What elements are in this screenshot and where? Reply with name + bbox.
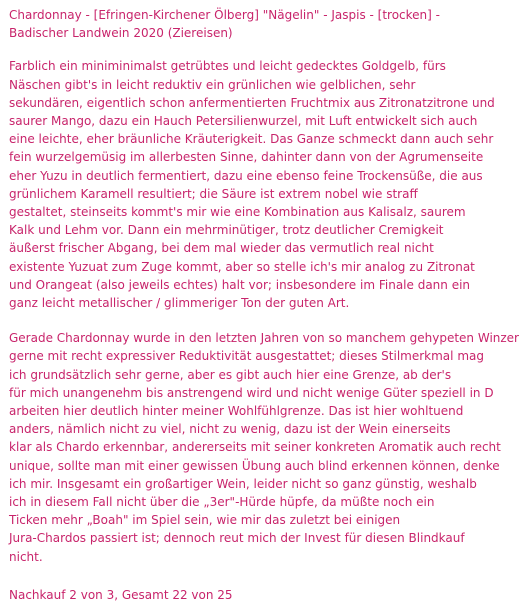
wine-title xyxy=(9,6,529,42)
commentary-paragraph xyxy=(9,329,529,566)
tasting-note-line: existente Yuzuat zum Zuge kommt, aber so stelle ich's mir analog zu Zitronat xyxy=(9,259,475,274)
tasting-note-line: sekundären, eigentlich schon anfermentierten Fruchtmix aus Zitronatzitrone und xyxy=(9,95,495,110)
commentary-line: ich mir. Insgesamt ein großartiger Wein, leider nicht so ganz günstig, weshalb xyxy=(9,476,477,491)
tasting-note-line: gestaltet, steinseits kommt's mir wie eine Kombination aus Kalisalz, saurem xyxy=(9,205,466,220)
commentary-line: nicht. xyxy=(9,549,43,564)
commentary-line: anders, nämlich nicht zu viel, nicht zu wenig, dazu ist der Wein einerseits xyxy=(9,422,451,437)
commentary-line: gerne mit recht expressiver Reduktivität ausgestattet; dieses Stilmerkmal mag xyxy=(9,349,484,364)
commentary-line: Jura-Chardos passiert ist; dennoch reut mich der Invest für diesen Blindkauf xyxy=(9,531,465,546)
tasting-note-line: saurer Mango, dazu ein Hauch Petersilienwurzel, mit Luft entwickelt sich auch xyxy=(9,114,478,129)
tasting-note-line: fein wurzelgemüsig im allerbesten Sinne, dahinter dann von der Agrumenseite xyxy=(9,150,484,165)
tasting-note-line: eher Yuzu in deutlich fermentiert, dazu eine ebenso feine Trockensüße, die aus xyxy=(9,168,483,183)
wine-title-line: Badischer Landwein 2020 (Ziereisen) xyxy=(9,26,233,41)
tasting-note-line: und Orangeat (also jeweils echtes) halt vor; insbesondere im Finale dann ein xyxy=(9,277,471,292)
commentary-line: Ticken mehr „Boah" im Spiel sein, wie mir das zuletzt bei einigen xyxy=(9,513,401,528)
nachkauf-rating: Nachkauf 2 von 3, Gesamt 22 von 25 xyxy=(9,587,233,602)
tasting-note-line: ganz leicht metallischer / glimmeriger Ton der guten Art. xyxy=(9,296,350,311)
commentary-line: Gerade Chardonnay wurde in den letzten Jahren von so manchem gehypeten Winzer xyxy=(9,331,519,346)
commentary-line: ich in diesem Fall nicht über die „3er"-Hürde hüpfe, da müßte noch ein xyxy=(9,495,435,510)
commentary-line: für mich unangenehm bis anstrengend wird und nicht wenige Güter speziell in D xyxy=(9,385,494,400)
commentary-line: klar als Chardo erkennbar, andererseits mit seiner konkreten Aromatik auch recht xyxy=(9,440,501,455)
tasting-note-paragraph xyxy=(9,57,529,312)
tasting-note-line: Kalk und Lehm vor. Dann ein mehrminütiger, trotz deutlicher Cremigkeit xyxy=(9,223,444,238)
tasting-note-line: eine leichte, eher bräunliche Kräuterigkeit. Das Ganze schmeckt dann auch sehr xyxy=(9,132,494,147)
tasting-note-line: Farblich ein miniminimalst getrübtes und leicht gedecktes Goldgelb, fürs xyxy=(9,59,446,74)
tasting-note-line: grünlichem Karamell resultiert; die Säure ist extrem nobel wie straff xyxy=(9,186,418,201)
commentary-line: arbeiten hier deutlich hinter meiner Wohlfühlgrenze. Das ist hier wohltuend xyxy=(9,404,464,419)
tasting-note-line: äußerst frischer Abgang, bei dem mal wieder das vermutlich real nicht xyxy=(9,241,434,256)
wine-title-line: Chardonnay - [Efringen-Kirchener Ölberg] "Nägelin" - Jaspis - [trocken] - xyxy=(9,8,440,22)
commentary-line: unique, sollte man mit einer gewissen Übung auch blind erkennen können, denke xyxy=(9,458,500,473)
tasting-note-line: Näschen gibt's in leicht reduktiv ein grünlichen wie gelblichen, sehr xyxy=(9,77,416,92)
commentary-line: ich grundsätzlich sehr gerne, aber es gibt auch hier eine Grenze, ab der's xyxy=(9,367,452,382)
